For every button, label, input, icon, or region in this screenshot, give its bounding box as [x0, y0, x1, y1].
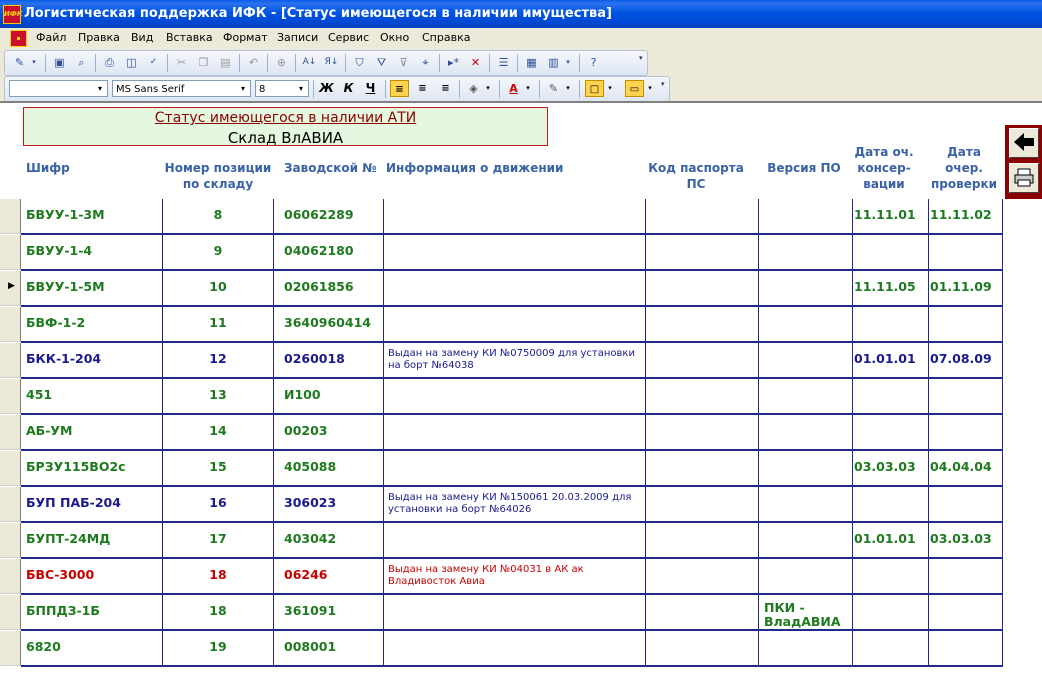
version-field[interactable]	[758, 379, 852, 413]
check-date-field[interactable]: 07.08.09	[928, 343, 1003, 377]
serial-field[interactable]: 008001	[273, 631, 383, 665]
font-color-icon[interactable]: A	[509, 82, 518, 95]
table-row[interactable]	[0, 415, 1003, 451]
serial-field[interactable]: 06062289	[273, 199, 383, 233]
serial-field[interactable]: 405088	[273, 451, 383, 485]
menu-records[interactable]: Записи	[277, 31, 319, 44]
info-field[interactable]	[383, 199, 645, 233]
separator	[517, 54, 518, 72]
passport-field[interactable]	[645, 271, 758, 305]
version-field[interactable]	[758, 523, 852, 557]
find-icon[interactable]: ⌖	[422, 56, 429, 69]
record-selector[interactable]	[0, 271, 21, 306]
record-selector[interactable]	[0, 595, 21, 630]
code-field[interactable]: БППДЗ-1Б	[26, 603, 100, 618]
check-date-field[interactable]	[928, 379, 1003, 413]
serial-field[interactable]: 06246	[273, 559, 383, 593]
info-field[interactable]	[383, 451, 645, 485]
chevron-down-icon[interactable]: ▾	[566, 84, 570, 92]
standard-toolbar	[4, 50, 648, 76]
document-icon[interactable]: ▪	[10, 30, 27, 47]
table-row[interactable]	[0, 199, 1003, 235]
serial-field[interactable]: И100	[273, 379, 383, 413]
delete-record-icon[interactable]: ✕	[470, 56, 481, 69]
position-field[interactable]: 10	[162, 271, 273, 305]
menu-insert[interactable]: Вставка	[166, 31, 213, 44]
check-date-field[interactable]	[928, 235, 1003, 269]
conservation-date-field[interactable]	[852, 631, 928, 665]
form-subtitle: Склад ВлАВИА	[227, 129, 344, 147]
check-date-field[interactable]: 03.03.03	[928, 523, 1003, 557]
code-field[interactable]: БУПТ-24МД	[26, 531, 111, 546]
code-field[interactable]: БУП ПАБ-204	[26, 495, 121, 510]
align-center-button[interactable]: ≡	[418, 83, 427, 94]
chevron-down-icon[interactable]: ▾	[298, 84, 303, 93]
menu-file[interactable]: Файл	[36, 31, 67, 44]
printer-icon	[1011, 164, 1037, 190]
menu-window[interactable]: Окно	[380, 31, 410, 44]
menu-view[interactable]: Вид	[131, 31, 154, 44]
info-field[interactable]	[383, 631, 645, 665]
check-date-field[interactable]	[928, 307, 1003, 341]
border-style-icon[interactable]: □	[585, 80, 604, 97]
serial-field[interactable]: 02061856	[273, 271, 383, 305]
record-selector[interactable]	[0, 559, 21, 594]
menu-format[interactable]: Формат	[223, 31, 268, 44]
column-header-serial: Заводской №	[284, 161, 377, 175]
chevron-down-icon[interactable]: ▾	[97, 84, 102, 93]
version-field[interactable]	[758, 199, 852, 233]
serial-field[interactable]: 403042	[273, 523, 383, 557]
check-date-field[interactable]	[928, 487, 1003, 521]
table-row[interactable]	[0, 271, 1003, 307]
conservation-date-field[interactable]	[852, 415, 928, 449]
table-row[interactable]	[0, 523, 1003, 559]
check-date-field[interactable]: 11.11.02	[928, 199, 1003, 233]
version-field[interactable]	[758, 307, 852, 341]
object-selector[interactable]	[9, 80, 108, 97]
record-selector[interactable]	[0, 379, 21, 414]
separator	[439, 54, 440, 72]
version-field[interactable]: ПКИ - ВладАВИА	[758, 595, 852, 629]
info-field[interactable]	[383, 307, 645, 341]
table-row[interactable]	[0, 631, 1003, 667]
table-row[interactable]	[0, 235, 1003, 271]
paste-icon[interactable]: ▤	[220, 56, 231, 69]
bold-button[interactable]: Ж	[319, 81, 334, 95]
code-field[interactable]: 451	[26, 387, 53, 402]
serial-field[interactable]: 3640960414	[273, 307, 383, 341]
record-selector[interactable]	[0, 523, 21, 558]
position-field[interactable]: 13	[162, 379, 273, 413]
column-header-code: Шифр	[26, 161, 70, 175]
search-file-icon[interactable]: ⌕	[78, 56, 85, 69]
font-name-value: MS Sans Serif	[116, 84, 185, 95]
table-row[interactable]	[0, 487, 1003, 523]
serial-field[interactable]: 306023	[273, 487, 383, 521]
view-design-icon[interactable]: ✎	[14, 56, 25, 69]
separator	[579, 80, 580, 98]
column-header-version: Версия ПО	[767, 161, 841, 175]
underline-button[interactable]: Ч	[365, 81, 376, 95]
font-name-select[interactable]	[112, 80, 251, 97]
menu-tools[interactable]: Сервис	[328, 31, 370, 44]
separator	[95, 54, 96, 72]
apply-filter-icon[interactable]: ⊽	[399, 56, 408, 69]
code-field[interactable]: БВС-3000	[26, 567, 95, 582]
copy-icon[interactable]: ❐	[198, 56, 209, 69]
properties-icon[interactable]: ☰	[498, 56, 509, 69]
save-icon[interactable]: ▣	[54, 56, 65, 69]
passport-field[interactable]	[645, 199, 758, 233]
position-field[interactable]: 9	[162, 235, 273, 269]
version-field[interactable]	[758, 343, 852, 377]
column-header-passport: Код паспорта ПС	[648, 161, 744, 191]
toolbar-options-icon[interactable]: ▾	[639, 54, 643, 62]
current-record-icon: ▶	[8, 281, 15, 291]
info-field[interactable]	[383, 595, 645, 629]
record-selector[interactable]	[0, 487, 21, 522]
conservation-date-field[interactable]	[852, 487, 928, 521]
serial-field[interactable]: 04062180	[273, 235, 383, 269]
chevron-down-icon[interactable]: ▾	[240, 84, 245, 93]
conservation-date-field[interactable]	[852, 595, 928, 629]
conservation-date-field[interactable]: 01.01.01	[852, 523, 928, 557]
conservation-date-field[interactable]	[852, 379, 928, 413]
info-field[interactable]	[383, 271, 645, 305]
passport-field[interactable]	[645, 631, 758, 665]
code-field[interactable]: БВУУ-1-3М	[26, 207, 105, 222]
table-row[interactable]	[0, 379, 1003, 415]
toolbar-options-icon[interactable]: ▾	[661, 80, 665, 88]
serial-field[interactable]: 361091	[273, 595, 383, 629]
passport-field[interactable]	[645, 559, 758, 593]
menu-edit[interactable]: Правка	[78, 31, 120, 44]
database-window-icon[interactable]: ▦	[526, 56, 537, 69]
formatting-toolbar	[4, 76, 670, 102]
row-divider	[21, 665, 1003, 667]
position-field[interactable]: 16	[162, 487, 273, 521]
version-field[interactable]	[758, 631, 852, 665]
passport-field[interactable]	[645, 451, 758, 485]
record-selector[interactable]	[0, 343, 21, 378]
align-right-button[interactable]: ≡	[441, 83, 450, 94]
print-icon[interactable]: ⎙	[105, 56, 114, 69]
conservation-date-field[interactable]	[852, 235, 928, 269]
record-selector[interactable]	[0, 451, 21, 486]
column-header-info: Информация о движении	[386, 161, 564, 175]
cut-icon[interactable]: ✂	[176, 56, 187, 69]
passport-field[interactable]	[645, 307, 758, 341]
separator	[239, 54, 240, 72]
separator	[459, 80, 460, 98]
position-field[interactable]: 11	[162, 307, 273, 341]
code-field[interactable]: БВФ-1-2	[26, 315, 86, 330]
version-field[interactable]	[758, 235, 852, 269]
separator	[489, 54, 490, 72]
table-row[interactable]	[0, 343, 1003, 379]
version-field[interactable]	[758, 451, 852, 485]
back-button[interactable]	[1009, 128, 1039, 158]
separator	[499, 80, 500, 98]
separator	[313, 80, 314, 98]
check-date-field[interactable]	[928, 631, 1003, 665]
conservation-date-field[interactable]: 03.03.03	[852, 451, 928, 485]
conservation-date-field[interactable]: 11.11.01	[852, 199, 928, 233]
sort-ascending-icon[interactable]: A↓	[302, 57, 317, 67]
window-title: Логистическая поддержка ИФК - [Статус имеющегося в наличии имущества]	[24, 6, 612, 21]
separator	[45, 54, 46, 72]
position-field[interactable]: 8	[162, 199, 273, 233]
print-button[interactable]	[1009, 163, 1039, 193]
position-field[interactable]: 12	[162, 343, 273, 377]
conservation-date-field[interactable]	[852, 307, 928, 341]
position-field[interactable]: 14	[162, 415, 273, 449]
table-row[interactable]	[0, 595, 1003, 631]
separator	[167, 54, 168, 72]
separator	[539, 80, 540, 98]
position-field[interactable]: 18	[162, 559, 273, 593]
spelling-icon[interactable]: ✓	[149, 57, 158, 67]
info-field[interactable]: Выдан на замену КИ №04031 в АК ак Владивосток Авиа	[383, 559, 645, 593]
title-bar	[0, 0, 1042, 28]
record-selector[interactable]	[0, 415, 21, 450]
version-field[interactable]	[758, 487, 852, 521]
border-width-icon[interactable]: ▭	[625, 80, 644, 97]
column-header-position: Номер позиции по складу	[164, 161, 272, 191]
passport-field[interactable]	[645, 235, 758, 269]
line-color-icon[interactable]: ✎	[548, 82, 559, 95]
passport-field[interactable]	[645, 343, 758, 377]
code-field[interactable]: 6820	[26, 639, 61, 654]
form-header	[23, 107, 548, 146]
passport-field[interactable]	[645, 595, 758, 629]
separator	[295, 54, 296, 72]
filter-form-icon[interactable]: ⛛	[376, 56, 387, 69]
version-field[interactable]	[758, 559, 852, 593]
passport-field[interactable]	[645, 379, 758, 413]
new-record-icon[interactable]: ▸*	[447, 56, 460, 69]
check-date-field[interactable]: 04.04.04	[928, 451, 1003, 485]
app-icon[interactable]: ИФК	[3, 5, 21, 24]
info-field[interactable]	[383, 523, 645, 557]
check-date-field[interactable]	[928, 559, 1003, 593]
chevron-down-icon[interactable]: ▾	[608, 84, 612, 92]
side-button-panel	[1005, 125, 1042, 199]
code-field[interactable]: БКК-1-204	[26, 351, 102, 366]
info-field[interactable]	[383, 415, 645, 449]
print-preview-icon[interactable]: ◫	[126, 56, 137, 69]
version-field[interactable]	[758, 271, 852, 305]
conservation-date-field[interactable]	[852, 559, 928, 593]
column-header-conservation-date: Дата оч. консер- вации	[854, 145, 914, 191]
position-field[interactable]: 15	[162, 451, 273, 485]
check-date-field[interactable]: 01.11.09	[928, 271, 1003, 305]
conservation-date-field[interactable]: 01.01.01	[852, 343, 928, 377]
table-row[interactable]	[0, 451, 1003, 487]
position-field[interactable]: 17	[162, 523, 273, 557]
hyperlink-icon[interactable]: ⊕	[276, 56, 287, 69]
info-field[interactable]	[383, 379, 645, 413]
code-field[interactable]: АБ-УМ	[26, 423, 73, 438]
info-field[interactable]: Выдан на замену КИ №150061 20.03.2009 для установки на борт №64026	[383, 487, 645, 521]
passport-field[interactable]	[645, 415, 758, 449]
filter-selection-icon[interactable]: ⛉	[355, 56, 364, 69]
separator	[345, 54, 346, 72]
form-view	[0, 101, 1042, 675]
chevron-down-icon[interactable]: ▾	[526, 84, 530, 92]
info-field[interactable]: Выдан на замену КИ №0750009 для установки на борт №64038	[383, 343, 645, 377]
menu-help[interactable]: Справка	[422, 31, 471, 44]
undo-icon[interactable]: ↶	[248, 56, 259, 69]
code-field[interactable]: БВУУ-1-5М	[26, 279, 105, 294]
align-left-button[interactable]: ≡	[390, 80, 409, 97]
view-dropdown-icon[interactable]: ▾	[32, 58, 36, 66]
passport-field[interactable]	[645, 523, 758, 557]
record-selector[interactable]	[0, 307, 21, 342]
conservation-date-field[interactable]: 11.11.05	[852, 271, 928, 305]
code-field[interactable]: БРЗУ115ВО2с	[26, 459, 126, 474]
passport-field[interactable]	[645, 487, 758, 521]
separator	[385, 80, 386, 98]
new-object-icon[interactable]: ▥	[548, 56, 559, 69]
italic-button[interactable]: К	[343, 81, 354, 95]
version-field[interactable]	[758, 415, 852, 449]
record-selector[interactable]	[0, 235, 21, 270]
serial-field[interactable]: 0260018	[273, 343, 383, 377]
record-selector[interactable]	[0, 631, 21, 666]
form-title: Статус имеющегося в наличии АТИ	[154, 110, 417, 126]
font-size-select[interactable]	[255, 80, 309, 97]
serial-field[interactable]: 00203	[273, 415, 383, 449]
new-object-dropdown-icon[interactable]: ▾	[566, 58, 570, 66]
code-field[interactable]: БВУУ-1-4	[26, 243, 93, 258]
font-size-value: 8	[259, 84, 266, 95]
record-selector[interactable]	[0, 199, 21, 234]
arrow-left-icon	[1011, 129, 1037, 155]
chevron-down-icon[interactable]: ▾	[486, 84, 490, 92]
fill-color-icon[interactable]: ◈	[469, 82, 478, 95]
menu-bar	[0, 28, 1042, 48]
separator	[579, 54, 580, 72]
column-header-check-date: Дата очер. проверки	[931, 145, 997, 191]
separator	[267, 54, 268, 72]
check-date-field[interactable]	[928, 595, 1003, 629]
table-row[interactable]	[0, 307, 1003, 343]
sort-descending-icon[interactable]: Я↓	[324, 57, 339, 67]
position-field[interactable]: 18	[162, 595, 273, 629]
chevron-down-icon[interactable]: ▾	[648, 84, 652, 92]
position-field[interactable]: 19	[162, 631, 273, 665]
check-date-field[interactable]	[928, 415, 1003, 449]
table-row[interactable]	[0, 559, 1003, 595]
info-field[interactable]	[383, 235, 645, 269]
help-icon[interactable]: ?	[590, 56, 597, 69]
